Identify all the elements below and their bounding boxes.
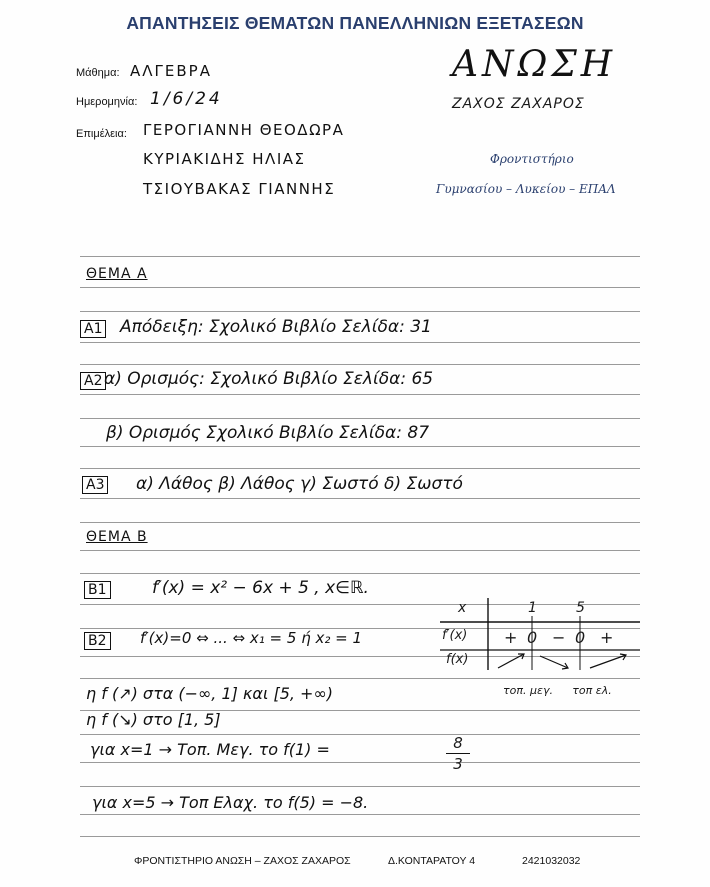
a1-answer: Απόδειξη: Σχολικό Βιβλίο Σελίδα: 31 — [120, 317, 432, 337]
a3-answer: α) Λάθος β) Λάθος γ) Σωστό δ) Σωστό — [136, 474, 463, 494]
theme-a-heading: ΘΕΜΑ Α — [86, 266, 148, 282]
b2-answer: f′(x)=0 ⇔ ... ⇔ x₁ = 5 ή x₂ = 1 — [140, 629, 363, 647]
logo-subtitle: ΖΑΧΟΣ ΖΑΧΑΡΟΣ — [452, 96, 585, 112]
local-min-label: τοπ ελ. — [572, 684, 612, 697]
a1-label: Α1 — [80, 320, 106, 338]
sign-table-f-label: f(x) — [446, 652, 469, 667]
date-label: Ημερομηνία: — [76, 96, 138, 108]
logo-tagline: Φροντιστήριο — [490, 152, 574, 166]
b1-label: Β1 — [84, 581, 111, 599]
a2-label: Α2 — [80, 372, 106, 390]
sign-table-x-label: x — [458, 600, 467, 616]
local-max-label: τοπ. μεγ. — [503, 684, 553, 697]
sign-table-fprime-label: f′(x) — [442, 628, 468, 643]
document-title: ΑΠΑΝΤΗΣΕΙΣ ΘΕΜΑΤΩΝ ΠΑΝΕΛΛΗΝΙΩΝ ΕΞΕΤΑΣΕΩΝ — [126, 13, 584, 33]
sign-plus: + — [600, 628, 614, 647]
sign-table — [440, 598, 640, 670]
b2-label: Β2 — [84, 632, 111, 650]
sign-table-root-5: 5 — [576, 600, 585, 616]
logo-tagline-levels: Γυμνασίου – Λυκείου – ΕΠΑΛ — [436, 182, 616, 196]
sign-zero: 0 — [575, 628, 586, 647]
fraction-denominator: 3 — [453, 755, 463, 773]
subject-value: ΑΛΓΕΒΡΑ — [130, 62, 212, 80]
footer-school: ΦΡΟΝΤΙΣΤΗΡΙΟ ΑΝΩΣΗ – ΖΑΧΟΣ ΖΑΧΑΡΟΣ — [134, 855, 351, 867]
footer-address: Δ.ΚΟΝΤΑΡΑΤΟΥ 4 — [388, 855, 476, 867]
sign-zero: 0 — [527, 628, 538, 647]
local-min-statement: για x=5 → Τοπ Ελαχ. το f(5) = −8. — [92, 793, 369, 812]
sign-plus: + — [504, 628, 518, 647]
a2a-answer: α) Ορισμός: Σχολικό Βιβλίο Σελίδα: 65 — [104, 369, 434, 389]
a2b-answer: β) Ορισμός Σχολικό Βιβλίο Σελίδα: 87 — [106, 423, 430, 443]
footer-phone: 2421032032 — [522, 855, 581, 867]
editors-label: Επιμέλεια: — [76, 128, 127, 140]
fraction-numerator: 8 — [453, 734, 463, 752]
date-value: 1/6/24 — [150, 89, 223, 109]
local-max-statement: για x=1 → Τοπ. Μεγ. το f(1) = — [90, 740, 330, 759]
sign-minus: − — [552, 628, 566, 647]
b1-answer: f′(x) = x² − 6x + 5 , x∈ℝ. — [152, 578, 369, 598]
a3-label: Α3 — [82, 476, 108, 494]
editor-name: ΓΕΡΟΓΙΑΝΝΗ ΘΕΟΔΩΡΑ — [143, 121, 345, 139]
sign-table-root-1: 1 — [528, 600, 537, 616]
editor-name: ΚΥΡΙΑΚΙΔΗΣ ΗΛΙΑΣ — [143, 150, 306, 168]
theme-b-heading: ΘΕΜΑ Β — [86, 529, 148, 545]
monotonic-increasing: η f (↗) στα (−∞, 1] και [5, +∞) — [86, 684, 334, 703]
monotonic-decreasing: η f (↘) στο [1, 5] — [86, 710, 221, 729]
subject-label: Μάθημα: — [76, 67, 120, 79]
logo: ΑΝΩΣΗ — [452, 44, 617, 85]
editor-name: ΤΣΙΟΥΒΑΚΑΣ ΓΙΑΝΝΗΣ — [143, 180, 336, 198]
fraction — [446, 734, 470, 773]
